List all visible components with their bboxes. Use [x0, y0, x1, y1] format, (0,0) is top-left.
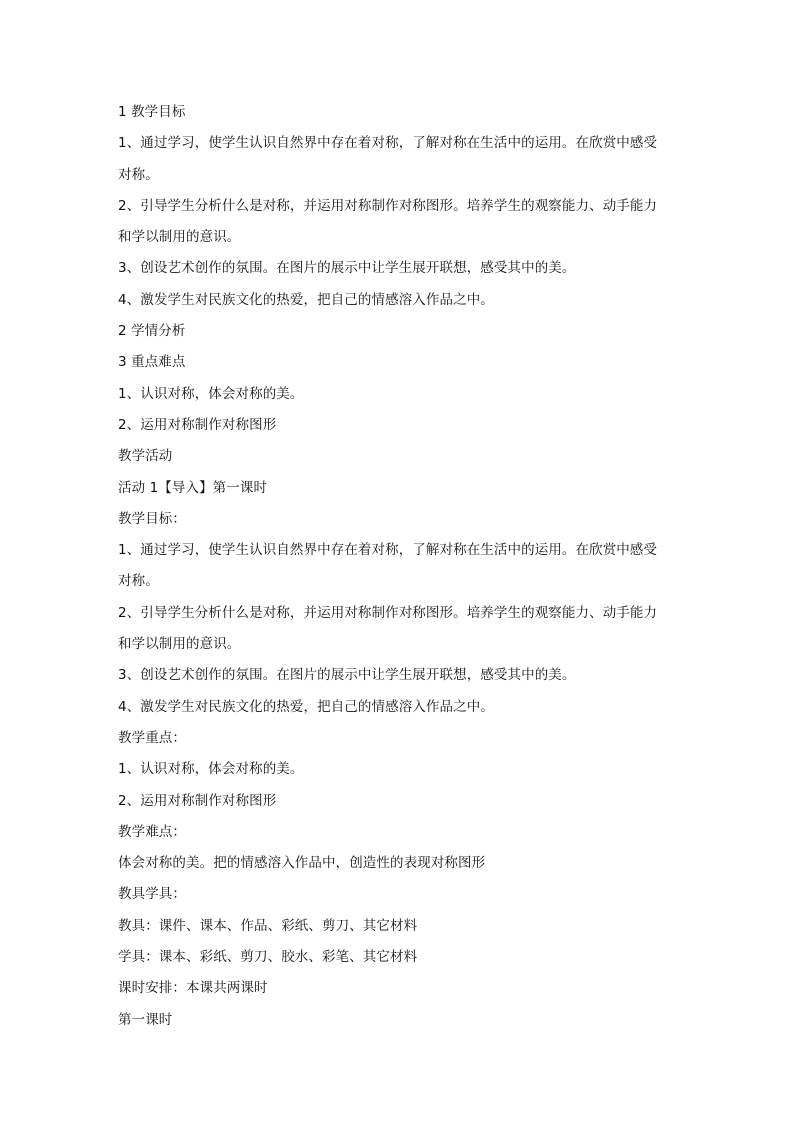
paragraph-line: 对称。 — [118, 573, 159, 590]
subheading-first-lesson: 第一课时 — [118, 1011, 173, 1028]
activity-heading: 活动 1【导入】第一课时 — [118, 479, 268, 496]
paragraph-line: 1、认识对称，体会对称的美。 — [118, 385, 304, 402]
paragraph-line: 学具：课本、彩纸、剪刀、胶水、彩笔、其它材料 — [118, 949, 418, 966]
paragraph-line: 1、通过学习，使学生认识自然界中存在着对称，了解对称在生活中的运用。在欣赏中感受 — [118, 135, 658, 152]
section-heading-objectives: 1 教学目标 — [118, 104, 186, 120]
section-heading-activities: 教学活动 — [118, 448, 173, 465]
paragraph-line: 4、激发学生对民族文化的热爱，把自己的情感溶入作品之中。 — [118, 291, 494, 308]
paragraph-line: 对称。 — [118, 166, 159, 183]
paragraph-line: 和学以制用的意识。 — [118, 636, 241, 653]
paragraph-line: 3、创设艺术创作的氛围。在图片的展示中让学生展开联想，感受其中的美。 — [118, 260, 576, 277]
paragraph-line: 和学以制用的意识。 — [118, 229, 241, 246]
paragraph-line: 3、创设艺术创作的氛围。在图片的展示中让学生展开联想，感受其中的美。 — [118, 667, 576, 684]
paragraph-line: 4、激发学生对民族文化的热爱，把自己的情感溶入作品之中。 — [118, 698, 494, 715]
paragraph-line: 1、通过学习，使学生认识自然界中存在着对称，了解对称在生活中的运用。在欣赏中感受 — [118, 542, 658, 559]
document-body — [118, 97, 693, 1036]
subheading-materials: 教具学具： — [118, 886, 186, 903]
subheading-difficulties: 教学难点： — [118, 823, 186, 840]
paragraph-line: 2、引导学生分析什么是对称，并运用对称制作对称图形。培养学生的观察能力、动手能力 — [118, 197, 658, 214]
subheading-objectives: 教学目标： — [118, 510, 186, 527]
paragraph-line: 体会对称的美。把的情感溶入作品中，创造性的表现对称图形 — [118, 855, 486, 872]
section-heading-analysis: 2 学情分析 — [118, 323, 186, 340]
paragraph-line: 课时安排：本课共两课时 — [118, 980, 268, 997]
section-heading-key-points: 3 重点难点 — [118, 354, 186, 371]
paragraph-line: 1、认识对称，体会对称的美。 — [118, 761, 304, 778]
paragraph-line: 2、运用对称制作对称图形 — [118, 792, 277, 809]
paragraph-line: 2、引导学生分析什么是对称，并运用对称制作对称图形。培养学生的观察能力、动手能力 — [118, 604, 658, 621]
paragraph-line: 2、运用对称制作对称图形 — [118, 416, 277, 433]
subheading-key-points: 教学重点： — [118, 729, 186, 746]
paragraph-line: 教具：课件、课本、作品、彩纸、剪刀、其它材料 — [118, 917, 418, 934]
